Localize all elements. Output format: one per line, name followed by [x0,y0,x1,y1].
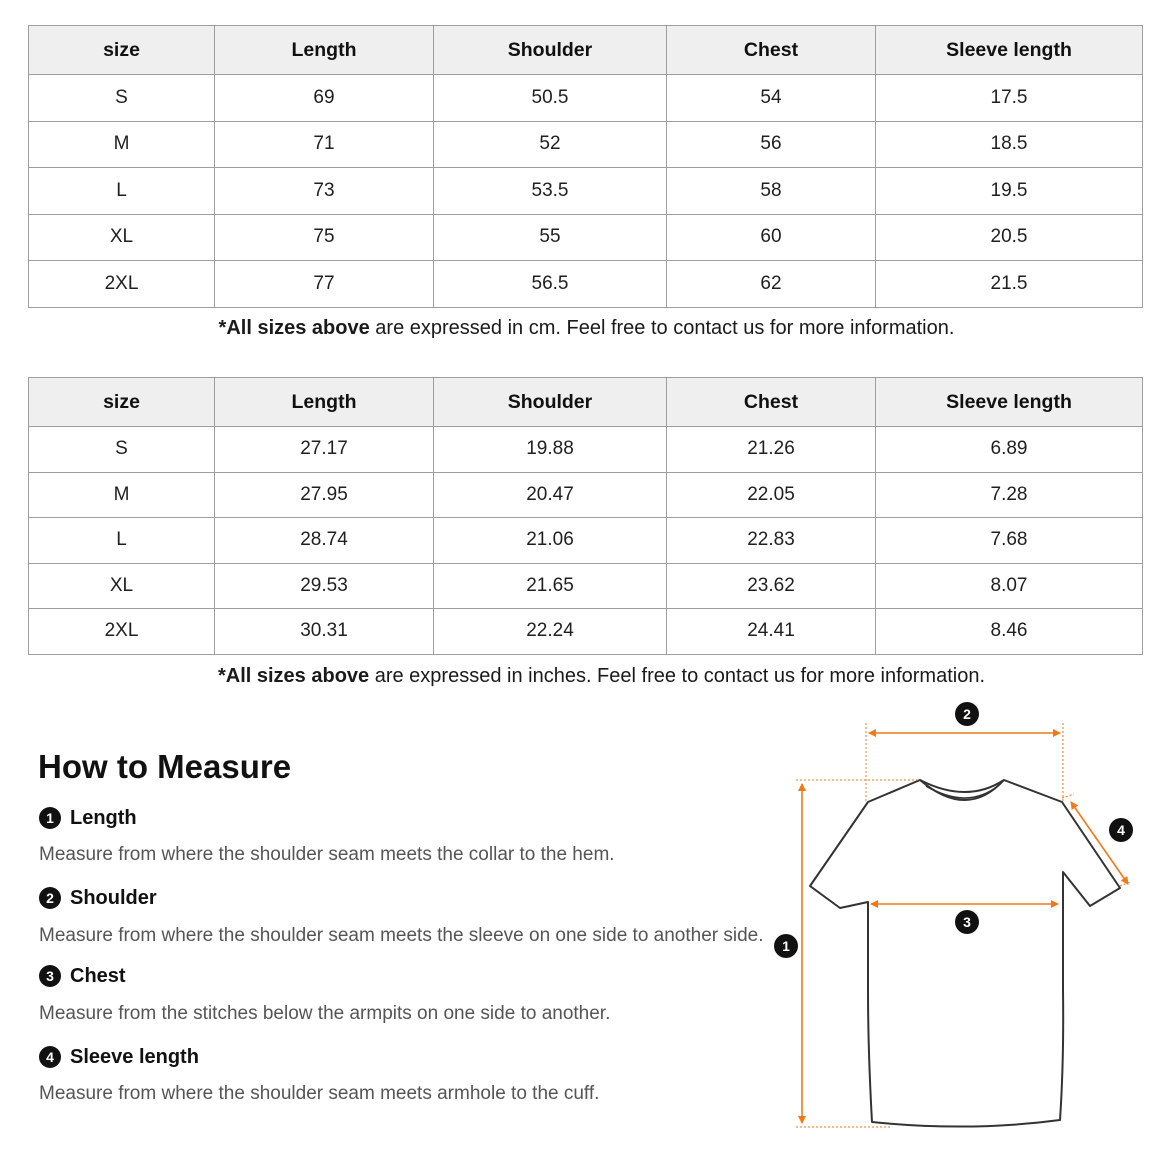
cell-size: 2XL [29,609,215,655]
cell-length: 77 [215,261,434,308]
cell-shoulder: 19.88 [434,427,667,473]
cell-size: S [29,75,215,122]
cell-size: M [29,472,215,518]
step-shoulder-description: Measure from where the shoulder seam meets the sleeve on one side to another side. [39,925,764,946]
cell-sleeve-length: 7.68 [876,518,1143,564]
table-header-row [29,378,1143,427]
column-header-size: size [29,26,215,75]
cell-chest: 62 [667,261,876,308]
step-name: Shoulder [70,886,157,909]
cell-sleeve-length: 18.5 [876,121,1143,168]
cell-shoulder: 22.24 [434,609,667,655]
badge-2-label: 2 [963,706,971,722]
note-text: are expressed in inches. Feel free to contact us for more information. [369,665,986,687]
column-header-sleeve-length: Sleeve length [876,26,1143,75]
table-row [29,121,1143,168]
cell-sleeve-length: 19.5 [876,168,1143,215]
cell-chest: 54 [667,75,876,122]
column-header-chest: Chest [667,26,876,75]
table-row [29,75,1143,122]
note-text: are expressed in cm. Feel free to contact us for more information. [369,317,955,339]
cell-shoulder: 53.5 [434,168,667,215]
cell-length: 75 [215,214,434,261]
cell-sleeve-length: 17.5 [876,75,1143,122]
tshirt-measure-diagram [760,690,1160,1150]
column-header-shoulder: Shoulder [434,26,667,75]
column-header-shoulder: Shoulder [434,378,667,427]
step-chest-heading [39,964,126,988]
cell-chest: 60 [667,214,876,261]
cell-sleeve-length: 20.5 [876,214,1143,261]
number-1-icon: 1 [39,807,61,829]
size-table-cm [28,25,1143,308]
cell-sleeve-length: 8.07 [876,563,1143,609]
cell-length: 71 [215,121,434,168]
cell-shoulder: 21.65 [434,563,667,609]
cell-chest: 22.05 [667,472,876,518]
cell-length: 69 [215,75,434,122]
table-header-row [29,26,1143,75]
table-row [29,214,1143,261]
badge-1-label: 1 [782,938,790,954]
cell-shoulder: 52 [434,121,667,168]
size-table-inches [28,377,1143,655]
cell-length: 27.17 [215,427,434,473]
column-header-size: size [29,378,215,427]
note-emphasis: *All sizes above [218,317,370,339]
step-length-description: Measure from where the shoulder seam meets the collar to the hem. [39,844,615,865]
step-name: Length [70,806,137,829]
cell-chest: 58 [667,168,876,215]
cell-chest: 23.62 [667,563,876,609]
column-header-length: Length [215,378,434,427]
cell-size: S [29,427,215,473]
badge-4 [1109,818,1133,842]
units-note-cm [0,317,1173,340]
badge-4-label: 4 [1117,822,1125,838]
units-note-inches [15,665,1173,688]
table-row [29,518,1143,564]
table-row [29,563,1143,609]
cell-size: XL [29,563,215,609]
cell-chest: 22.83 [667,518,876,564]
cell-sleeve-length: 6.89 [876,427,1143,473]
cell-sleeve-length: 7.28 [876,472,1143,518]
tshirt-outline-icon [810,780,1120,1127]
note-emphasis: *All sizes above [217,665,370,687]
cell-shoulder: 56.5 [434,261,667,308]
cell-size: M [29,121,215,168]
badge-1 [774,934,798,958]
cell-shoulder: 50.5 [434,75,667,122]
step-sleeve-length-heading [39,1045,199,1069]
cell-size: XL [29,214,215,261]
table-row [29,609,1143,655]
cell-length: 29.53 [215,563,434,609]
column-header-length: Length [215,26,434,75]
cell-chest: 21.26 [667,427,876,473]
cell-shoulder: 55 [434,214,667,261]
badge-3 [955,910,979,934]
step-shoulder-heading [39,886,157,910]
cell-chest: 24.41 [667,609,876,655]
cell-length: 30.31 [215,609,434,655]
cell-sleeve-length: 21.5 [876,261,1143,308]
cell-size: L [29,168,215,215]
table-row [29,168,1143,215]
table-row [29,472,1143,518]
step-length-heading [39,806,137,830]
badge-3-label: 3 [963,914,971,930]
cell-chest: 56 [667,121,876,168]
cell-shoulder: 20.47 [434,472,667,518]
number-4-icon: 4 [39,1046,61,1068]
step-name: Sleeve length [70,1045,199,1068]
cell-sleeve-length: 8.46 [876,609,1143,655]
cell-size: L [29,518,215,564]
cell-size: 2XL [29,261,215,308]
step-name: Chest [70,964,126,987]
cell-length: 27.95 [215,472,434,518]
number-3-icon: 3 [39,965,61,987]
step-sleeve-length-description: Measure from where the shoulder seam meets armhole to the cuff. [39,1083,600,1104]
column-header-sleeve-length: Sleeve length [876,378,1143,427]
badge-2 [955,702,979,726]
column-header-chest: Chest [667,378,876,427]
cell-length: 73 [215,168,434,215]
table-row [29,261,1143,308]
cell-shoulder: 21.06 [434,518,667,564]
cell-length: 28.74 [215,518,434,564]
how-to-measure-title: How to Measure [38,748,292,785]
number-2-icon: 2 [39,887,61,909]
step-chest-description: Measure from the stitches below the armpits on one side to another. [39,1003,611,1024]
table-row [29,427,1143,473]
